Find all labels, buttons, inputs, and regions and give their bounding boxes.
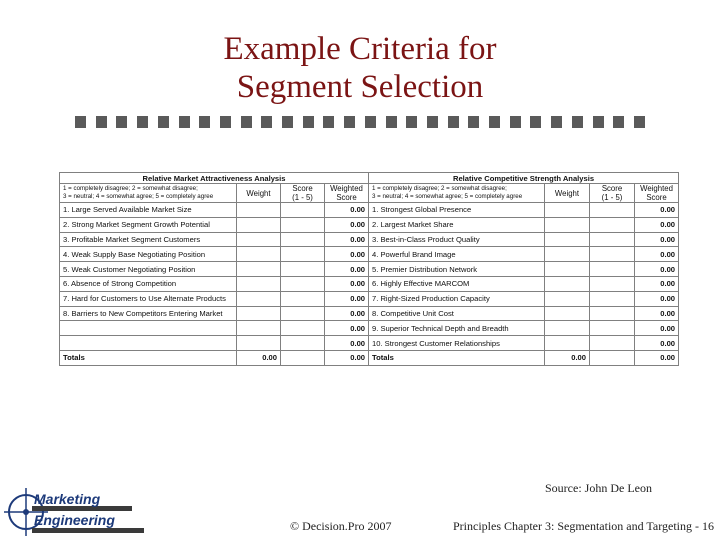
divider-dash [365, 116, 376, 128]
market-attractiveness-table [59, 172, 369, 366]
table-row [60, 276, 369, 291]
criterion-label: 7. Hard for Customers to Use Alternate Products [60, 291, 237, 306]
weighted-score-cell: 0.00 [635, 232, 679, 247]
divider-dash [613, 116, 624, 128]
score-cell[interactable] [281, 321, 325, 336]
criterion-label: 10. Strongest Customer Relationships [369, 336, 545, 351]
weighted-score-cell: 0.00 [635, 203, 679, 218]
weighted-score-cell: 0.00 [635, 321, 679, 336]
divider-dash [116, 116, 127, 128]
chapter-footer: Principles Chapter 3: Segmentation and Targeting - 16 [453, 519, 714, 533]
table-row [369, 217, 679, 232]
table-heading: Relative Competitive Strength Analysis [369, 173, 679, 184]
weight-cell[interactable] [237, 217, 281, 232]
weighted-score-cell: 0.00 [635, 291, 679, 306]
logo-bar [32, 528, 144, 533]
slide-title-line-1: Example Criteria for [223, 31, 497, 67]
divider-dash [406, 116, 417, 128]
weight-cell[interactable] [545, 291, 590, 306]
weighted-score-cell: 0.00 [325, 262, 369, 277]
criterion-label: 8. Competitive Unit Cost [369, 306, 545, 321]
criterion-label: 1. Large Served Available Market Size [60, 203, 237, 218]
table-row [369, 336, 679, 351]
table-row [369, 232, 679, 247]
score-cell[interactable] [590, 336, 635, 351]
divider-dash [137, 116, 148, 128]
weighted-score-cell: 0.00 [635, 262, 679, 277]
weight-cell[interactable] [237, 321, 281, 336]
score-cell[interactable] [281, 232, 325, 247]
weighted-score-cell: 0.00 [635, 247, 679, 262]
totals-weight: 0.00 [545, 350, 590, 365]
table-row [369, 306, 679, 321]
divider-dash [261, 116, 272, 128]
dashed-divider [75, 116, 645, 130]
weight-column-header: Weight [237, 184, 281, 203]
divider-dash [303, 116, 314, 128]
divider-dash [510, 116, 521, 128]
divider-dash [282, 116, 293, 128]
logo-word-engineering: Engineering [34, 512, 115, 528]
weighted-score-cell: 0.00 [635, 306, 679, 321]
divider-dash [427, 116, 438, 128]
weight-cell[interactable] [237, 291, 281, 306]
scale-legend: 1 = completely disagree; 2 = somewhat disagree; 3 = neutral; 4 = somewhat agree; 5 = completely agree [369, 184, 545, 203]
weight-cell[interactable] [545, 217, 590, 232]
criterion-label: 3. Profitable Market Segment Customers [60, 232, 237, 247]
score-cell[interactable] [590, 291, 635, 306]
source-credit: Source: John De Leon [545, 481, 652, 495]
table-row [369, 321, 679, 336]
score-cell[interactable] [590, 232, 635, 247]
weight-cell[interactable] [545, 306, 590, 321]
table-row [369, 276, 679, 291]
slide-title [0, 30, 720, 106]
table-row [60, 217, 369, 232]
weighted-score-cell: 0.00 [635, 336, 679, 351]
weight-cell[interactable] [545, 262, 590, 277]
totals-score-cell[interactable] [281, 350, 325, 365]
divider-dash [386, 116, 397, 128]
slide-title-line-2: Segment Selection [236, 69, 484, 105]
score-cell[interactable] [590, 247, 635, 262]
criterion-label: 5. Premier Distribution Network [369, 262, 545, 277]
table-row [60, 247, 369, 262]
score-cell[interactable] [281, 276, 325, 291]
weight-cell[interactable] [237, 203, 281, 218]
weighted-score-cell: 0.00 [325, 321, 369, 336]
criterion-label: 9. Superior Technical Depth and Breadth [369, 321, 545, 336]
criterion-label: 2. Largest Market Share [369, 217, 545, 232]
weight-cell[interactable] [237, 336, 281, 351]
score-column-header: Score (1 - 5) [590, 184, 635, 203]
score-cell[interactable] [281, 306, 325, 321]
divider-dash [323, 116, 334, 128]
weighted-score-cell: 0.00 [325, 203, 369, 218]
weight-column-header: Weight [545, 184, 590, 203]
criterion-label: 6. Absence of Strong Competition [60, 276, 237, 291]
criterion-label [60, 336, 237, 351]
score-cell[interactable] [281, 291, 325, 306]
weighted-score-column-header: Weighted Score [325, 184, 369, 203]
divider-dash [241, 116, 252, 128]
table-row [60, 336, 369, 351]
table-row [60, 291, 369, 306]
totals-weighted-score: 0.00 [635, 350, 679, 365]
weighted-score-cell: 0.00 [325, 247, 369, 262]
weight-cell[interactable] [545, 276, 590, 291]
divider-dash [551, 116, 562, 128]
weight-cell[interactable] [237, 232, 281, 247]
weight-cell[interactable] [545, 232, 590, 247]
weight-cell[interactable] [237, 247, 281, 262]
marketing-engineering-logo [0, 482, 150, 540]
weighted-score-cell: 0.00 [325, 217, 369, 232]
weighted-score-cell: 0.00 [325, 291, 369, 306]
score-cell[interactable] [590, 321, 635, 336]
copyright-footer: © Decision.Pro 2007 [290, 519, 392, 533]
competitive-strength-table [368, 172, 679, 366]
weighted-score-cell: 0.00 [325, 336, 369, 351]
weight-cell[interactable] [237, 262, 281, 277]
score-cell[interactable] [281, 247, 325, 262]
score-cell[interactable] [590, 203, 635, 218]
scale-legend: 1 = completely disagree; 2 = somewhat disagree; 3 = neutral; 4 = somewhat agree; 5 = completely agree [60, 184, 237, 203]
criterion-label [60, 321, 237, 336]
score-cell[interactable] [281, 203, 325, 218]
criterion-label: 8. Barriers to New Competitors Entering Market [60, 306, 237, 321]
criterion-label: 5. Weak Customer Negotiating Position [60, 262, 237, 277]
weight-cell[interactable] [237, 276, 281, 291]
weight-cell[interactable] [545, 203, 590, 218]
totals-score-cell[interactable] [590, 350, 635, 365]
weighted-score-cell: 0.00 [325, 232, 369, 247]
table-row [60, 321, 369, 336]
table-row [369, 247, 679, 262]
divider-dash [158, 116, 169, 128]
totals-weighted-score: 0.00 [325, 350, 369, 365]
score-cell[interactable] [590, 217, 635, 232]
table-row [369, 291, 679, 306]
score-cell[interactable] [590, 262, 635, 277]
divider-dash [530, 116, 541, 128]
table-row [60, 306, 369, 321]
table-row [60, 232, 369, 247]
weight-cell[interactable] [545, 321, 590, 336]
logo-word-marketing: Marketing [34, 491, 101, 507]
table-row [369, 203, 679, 218]
score-cell[interactable] [590, 306, 635, 321]
divider-dash [344, 116, 355, 128]
criterion-label: 4. Powerful Brand Image [369, 247, 545, 262]
divider-dash [220, 116, 231, 128]
totals-label: Totals [60, 350, 237, 365]
criterion-label: 6. Highly Effective MARCOM [369, 276, 545, 291]
criterion-label: 3. Best-in-Class Product Quality [369, 232, 545, 247]
divider-dash [593, 116, 604, 128]
divider-dash [179, 116, 190, 128]
weighted-score-cell: 0.00 [635, 276, 679, 291]
table-row [60, 203, 369, 218]
divider-dash [199, 116, 210, 128]
table-heading: Relative Market Attractiveness Analysis [60, 173, 369, 184]
divider-dash [96, 116, 107, 128]
divider-dash [468, 116, 479, 128]
divider-dash [75, 116, 86, 128]
weighted-score-cell: 0.00 [325, 276, 369, 291]
divider-dash [448, 116, 459, 128]
spreadsheet [59, 172, 679, 368]
weight-cell[interactable] [545, 247, 590, 262]
criterion-label: 2. Strong Market Segment Growth Potential [60, 217, 237, 232]
totals-label: Totals [369, 350, 545, 365]
criterion-label: 7. Right-Sized Production Capacity [369, 291, 545, 306]
divider-dash [572, 116, 583, 128]
table-row [60, 262, 369, 277]
weight-cell[interactable] [237, 306, 281, 321]
totals-weight: 0.00 [237, 350, 281, 365]
table-row [369, 262, 679, 277]
divider-dash [634, 116, 645, 128]
weighted-score-cell: 0.00 [325, 306, 369, 321]
score-cell[interactable] [281, 336, 325, 351]
score-column-header: Score (1 - 5) [281, 184, 325, 203]
divider-dash [489, 116, 500, 128]
criterion-label: 4. Weak Supply Base Negotiating Position [60, 247, 237, 262]
weight-cell[interactable] [545, 336, 590, 351]
score-cell[interactable] [590, 276, 635, 291]
weighted-score-column-header: Weighted Score [635, 184, 679, 203]
score-cell[interactable] [281, 262, 325, 277]
weighted-score-cell: 0.00 [635, 217, 679, 232]
score-cell[interactable] [281, 217, 325, 232]
criterion-label: 1. Strongest Global Presence [369, 203, 545, 218]
